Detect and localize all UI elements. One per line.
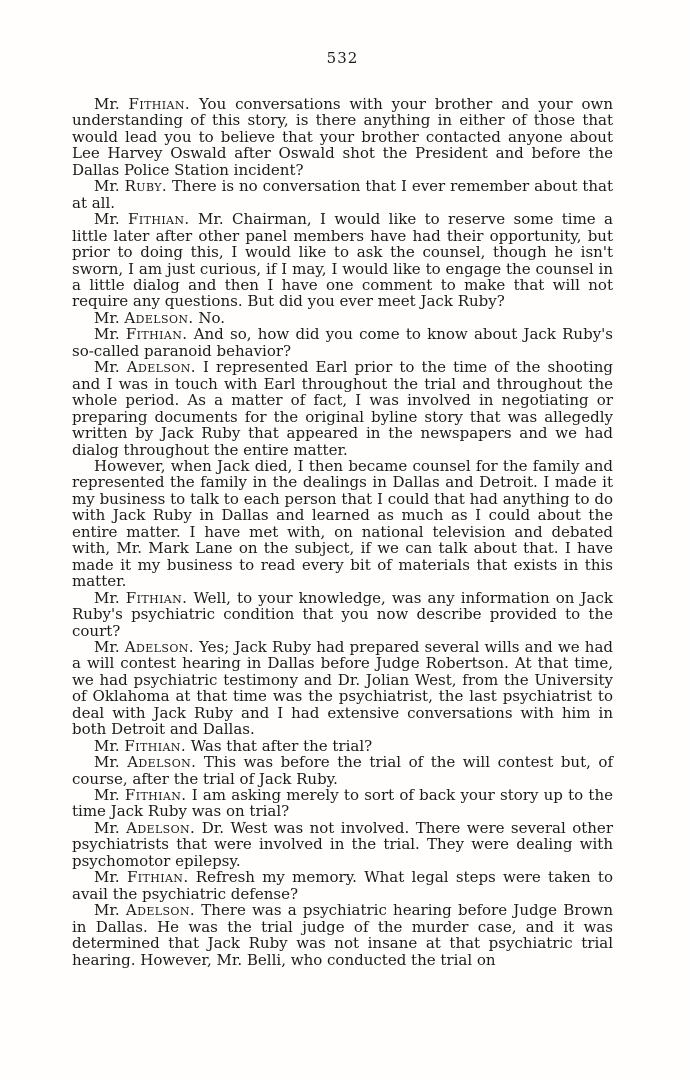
speaker-honorific: Mr.	[94, 736, 125, 755]
speaker-honorific: Mr.	[94, 358, 127, 377]
transcript-paragraph	[72, 738, 613, 754]
transcript-paragraph	[72, 590, 613, 639]
speaker-name: Fithian.	[124, 786, 187, 805]
transcript-paragraph	[72, 326, 613, 359]
transcript-paragraph	[72, 754, 613, 787]
transcript-paragraph	[72, 869, 613, 902]
transcript-paragraph	[72, 211, 613, 310]
speaker-honorific: Mr.	[94, 753, 128, 772]
speaker-name: Fithian.	[126, 868, 189, 887]
speaker-name: Ruby.	[124, 177, 168, 196]
speech-text: I am asking merely to sort of back your story up to the time Jack Ruby was on trial?	[72, 786, 613, 821]
transcript-paragraph	[72, 458, 613, 590]
speaker-name: Adelson.	[124, 308, 194, 327]
speech-text: I represented Earl prior to the time of the shooting and I was in touch with Earl throughout the trial and throughout the whole period. As a matter of fact, I was involved in negotiating or preparing documents for the original byline story that was allegedly written by Jack Ruby that appeared in the newspapers and we had dialog throughout the entire matter.	[72, 358, 613, 459]
speaker-honorific: Mr.	[94, 637, 125, 656]
speaker-honorific: Mr.	[94, 177, 125, 196]
speech-text: Was that after the trial?	[190, 736, 373, 755]
transcript-paragraph	[72, 787, 613, 820]
speaker-honorific: Mr.	[94, 210, 129, 229]
transcript	[72, 96, 613, 968]
speaker-honorific: Mr.	[94, 588, 126, 607]
speaker-name: Fithian.	[125, 588, 188, 607]
speech-text: Dr. West was not involved. There were several other psychiatrists that were involved in the trial. They were dealing with psychomotor epilepsy.	[72, 818, 613, 870]
speech-text: No.	[198, 308, 226, 327]
speaker-honorific: Mr.	[94, 308, 125, 327]
speech-text: And so, how did you come to know about Jack Ruby's so-called paranoid behavior?	[72, 325, 613, 360]
speech-text: However, when Jack died, I then became counsel for the family and represented the family in the dealings in Dallas and Detroit. I made it my business to talk to each person that I could that had anything to do with Jack Ruby in Dallas and learned as much as I could about the entire matter. I have met with, on national television and debated with, Mr. Mark Lane on the subject, if we can talk about that. I have made it my business to read every bit of materials that exists in this matter.	[72, 456, 613, 591]
transcript-paragraph	[72, 96, 613, 178]
transcript-paragraph	[72, 310, 613, 326]
speaker-honorific: Mr.	[94, 818, 127, 837]
speaker-name: Adelson.	[127, 753, 197, 772]
page-number: 532	[326, 49, 359, 67]
speech-text: There is no conversation that I ever remember about that at all.	[72, 177, 613, 212]
speaker-name: Adelson.	[124, 637, 194, 656]
speaker-honorific: Mr.	[94, 786, 125, 805]
speaker-honorific: Mr.	[94, 95, 129, 113]
transcript-paragraph	[72, 902, 613, 968]
speech-text: This was before the trial of the will contest but, of course, after the trial of Jack Ruby.	[72, 753, 613, 788]
speaker-name: Fithian.	[128, 95, 191, 113]
speaker-honorific: Mr.	[94, 868, 127, 887]
speaker-name: Fithian.	[125, 325, 188, 344]
speaker-honorific: Mr.	[94, 325, 126, 344]
transcript-paragraph	[72, 639, 613, 738]
speech-text: Yes; Jack Ruby had prepared several wills and we had a will contest hearing in Dallas before Judge Robertson. At that time, we had psychiatric testimony and Dr. Jolian West, from the University of Oklahoma at that time was the psychiatrist, the last psychiatrist to deal with Jack Ruby and I had extensive conversations with him in both Detroit and Dallas.	[72, 637, 613, 739]
speech-text: Mr. Chairman, I would like to reserve some time a little later after other panel members have had their opportunity, but prior to doing this, I would like to ask the counsel, though he isn't sworn, I am just curious, if I may, I would like to engage the counsel in a little dialog and then I have one comment to make that will not require any questions. But did you ever meet Jack Ruby?	[72, 210, 613, 311]
speech-text: Refresh my memory. What legal steps were taken to avail the psychiatric defense?	[72, 868, 613, 903]
speaker-name: Adelson.	[126, 818, 196, 837]
transcript-paragraph	[72, 359, 613, 458]
speaker-honorific: Mr.	[94, 901, 126, 920]
speaker-name: Fithian.	[128, 210, 190, 229]
transcript-paragraph	[72, 820, 613, 869]
speaker-name: Adelson.	[126, 358, 196, 377]
speech-text: You conversations with your brother and your own understanding of this story, is there anything in either of those that would lead you to believe that your brother contacted anyone about Lee Harvey Oswald after Oswald shot the President and before the Dallas Police Station incident?	[72, 95, 613, 179]
transcript-paragraph	[72, 178, 613, 211]
speaker-name: Fithian.	[124, 736, 186, 755]
speech-text: Well, to your knowledge, was any information on Jack Ruby's psychiatric condition that you now describe provided to the court?	[72, 588, 613, 640]
speech-text: There was a psychiatric hearing before Judge Brown in Dallas. He was the trial judge of the murder case, and it was determined that Jack Ruby was not insane at that psychiatric trial hearing. However, Mr. Belli, who conducted the trial on	[72, 901, 613, 969]
speaker-name: Adelson.	[125, 901, 196, 920]
